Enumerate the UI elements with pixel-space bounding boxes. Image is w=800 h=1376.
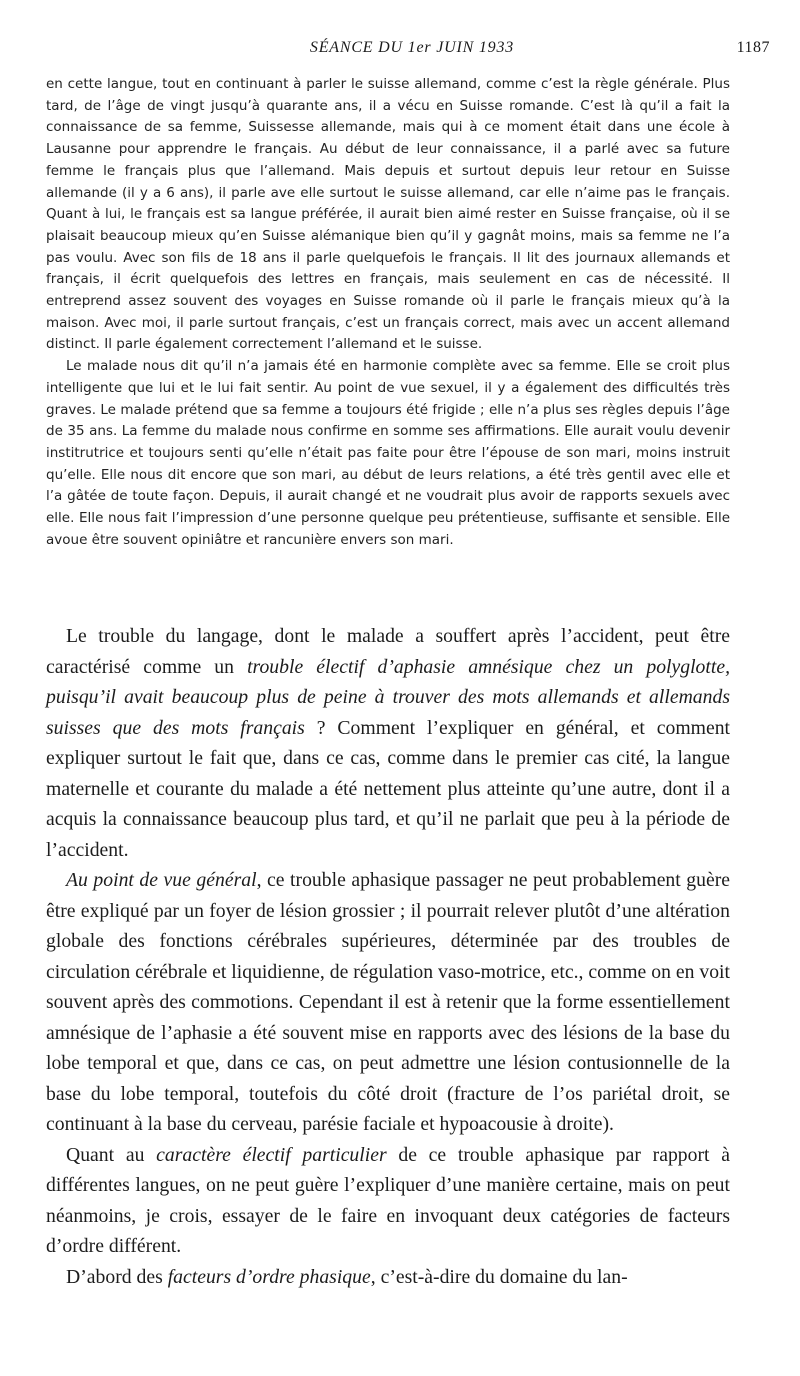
case-history-paragraph-1: en cette langue, tout en continuant à parler le suisse allemand, comme c’est la règle générale. Plus tard, de l’âge de vingt jusqu’à quarante ans, il a vécu en Suisse romande. C’est là qu’il a fait la connaissance de sa femme, Suissesse allemande, mais qui à ce moment était dans une école à Lausanne pour apprendre le français. Au début de leur connaissance, il a parlé avec sa future femme le français plus que l’allemand. Mais depuis et surtout depuis leur retour en Suisse allemande (il y a 6 ans), il parle ave elle surtout le suisse allemand, car elle n’aime pas le français. Quant à lui, le français est sa langue préférée, il aurait bien aimé rester en Suisse française, où il se plaisait beaucoup mieux qu’en Suisse alémanique bien qu’il y gagnât moins, mais sa femme ne l’a pas voulu. Avec son fils de 18 ans il parle quelquefois le français. Il lit des journaux allemands et français, il écrit quelquefois des lettres en français, mais seulement en cas de nécessité. Il entreprend assez souvent des voyages en Suisse romande où il parle le français mieux qu’à la maison. Avec moi, il parle surtout français, c’est un français correct, mais avec un accent allemand distinct. Il parle également correctement l’allemand et le suisse. [46,76,730,353]
header-title: SÉANCE DU 1er JUIN 1933 [309,39,515,56]
discussion-p1-italic: trouble électif d’aphasie amnésique chez un polyglotte, puisqu’il avait beaucoup plus de peine à trouver des mots allemands et allemands suisses que des mots français [46,655,731,739]
discussion-p1-start: Le trouble du langage, dont le malade a souffert après l’accident, peut être caractérisé comme un [46,625,730,678]
running-header [46,34,778,62]
case-history-section [46,74,730,551]
discussion-p3-start: Quant au [66,1143,157,1166]
discussion-p1-end: ? Comment l’expliquer en général, et comment expliquer surtout le fait que, dans ce cas, comme dans le premier cas cité, la langue maternelle et courante du malade a été nettement plus atteinte qu’une autre, dont il a acquis la connaissance beaucoup plus tard, et qu’il ne parlait que peu à la période de l’accident. [46,716,731,861]
discussion-p4-start: D’abord des [66,1265,168,1288]
discussion-p4-italic: facteurs d’ordre phasique [167,1265,371,1288]
discussion-paragraph-3 [46,1140,730,1262]
discussion-p3-end: de ce trouble aphasique par rapport à différentes langues, on ne peut guère l’expliquer d’une manière certaine, mais on peut néanmoins, je crois, essayer de le faire en invoquant deux catégories de facteurs d’ordre différent. [46,1143,730,1257]
page-number: 1187 [736,39,770,56]
discussion-p2-italic: Au point de vue général [66,869,257,891]
discussion-p4-end: , c’est-à-dire du domaine du lan- [370,1265,628,1288]
discussion-p3-italic: caractère électif particulier [156,1143,387,1166]
case-history-paragraph-2: Le malade nous dit qu’il n’a jamais été en harmonie complète avec sa femme. Elle se croit plus intelligente que lui et le lui fait sentir. Au point de vue sexuel, il y a également des difficultés très graves. Le malade prétend que sa femme a toujours été frigide ; elle n’a plus ses règles depuis l’âge de 35 ans. La femme du malade nous confirme en somme ses affirmations. Elle aurait voulu devenir institrutrice et toujours senti qu’elle n’était pas faite pour être l’épouse de son mari, moins instruit qu’elle. Elle nous dit encore que son mari, au début de leurs relations, a été très gentil avec elle et l’a gâtée de toute façon. Depuis, il aurait changé et ne voudrait plus avoir de rapports sexuels avec elle. Elle nous fait l’impression d’une personne quelque peu prétentieuse, suffisante et sensible. Elle avoue être souvent opiniâtre et rancunière envers son mari. [46,358,730,548]
discussion-paragraph-1 [46,621,730,865]
discussion-section [46,621,730,1292]
discussion-paragraph-4 [46,1262,730,1293]
discussion-paragraph-2 [46,865,730,1140]
discussion-p2-end: , ce trouble aphasique passager ne peut probablement guère être expliqué par un foyer de lésion grossier ; il pourrait relever plutôt d’une altération globale des fonctions cérébrales supérieures, déterminée par des troubles de circulation cérébrale et liquidienne, de régulation vaso-motrice, etc., comme on en voit souvent après des commotions. Cependant il est à retenir que la forme essentiellement amnésique de l’aphasie a été souvent mise en rapports avec des lésions de la base du lobe temporal et que, dans ce cas, on peut admettre une lésion contusionnelle de la base du lobe temporal, toutefois du côté droit (fracture de l’os pariétal droit, se continuant à la base du cerveau, parésie faciale et hypoacousie à droite). [46,869,731,1135]
